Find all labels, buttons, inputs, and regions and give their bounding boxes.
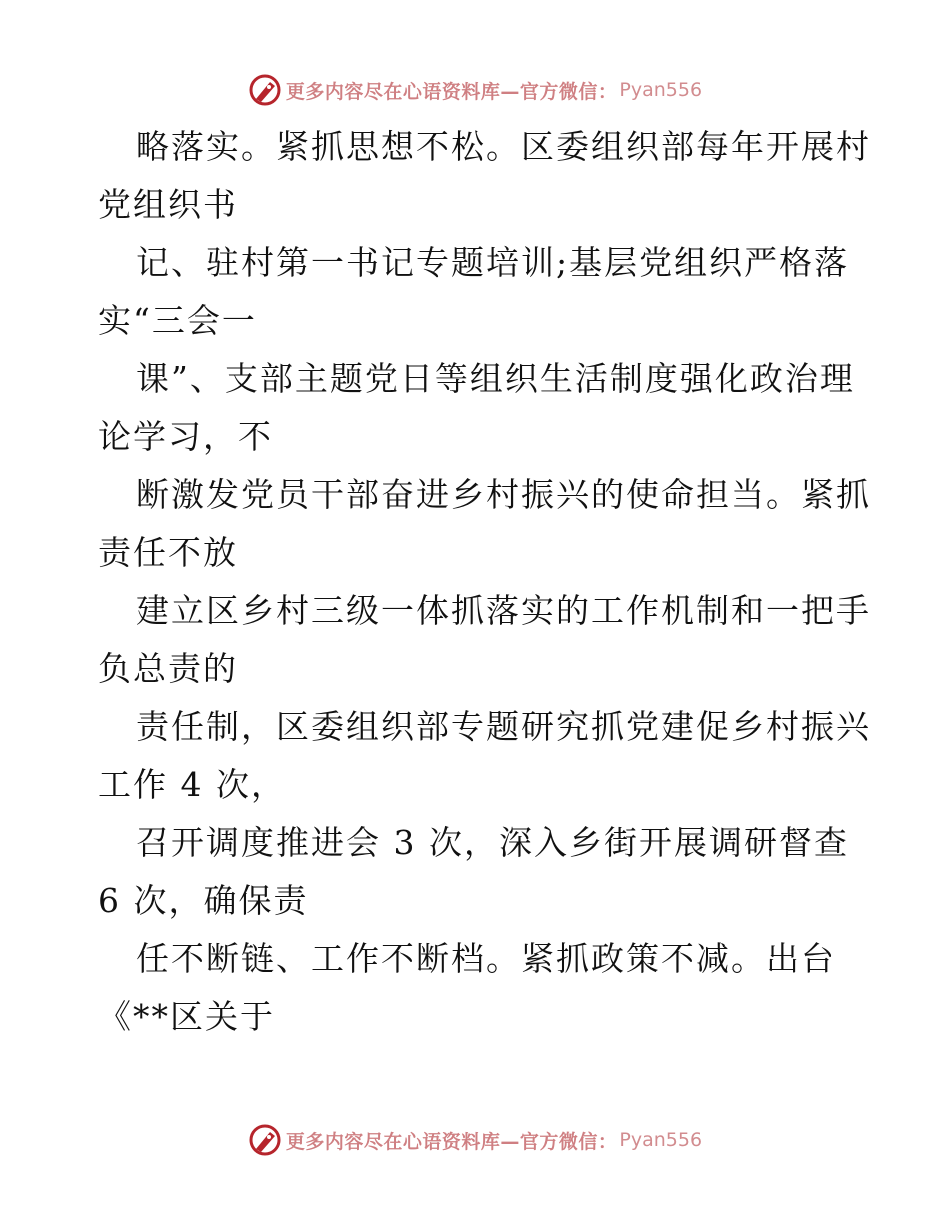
header-wechat-id: Pyan556 [619,79,703,101]
text-line: 责任制，区委组织部专题研究抓党建促乡村振兴 [136,707,871,746]
text-line: 课”、支部主题党日等组织生活制度强化政治理 [136,359,855,398]
footer-brand-text: 更多内容尽在心语资料库—官方微信： [285,1130,618,1153]
text-line: 党组织书 [98,185,238,224]
text-line: 实“三会一 [98,301,257,340]
text-line: 略落实。紧抓思想不松。区委组织部每年开展村 [136,127,871,166]
text-line: 责任不放 [98,533,238,572]
header-brand-text: 更多内容尽在心语资料库—官方微信： [285,80,618,103]
text-line: 任不断链、工作不断档。紧抓政策不减。出台 [136,939,836,978]
text-line: 论学习，不 [98,417,273,456]
text-line: 工作 4 次， [98,765,286,804]
pen-nib-logo-icon [248,73,282,107]
document-body [98,118,871,1046]
text-line: 断激发党员干部奋进乡村振兴的使命担当。紧抓 [136,475,871,514]
footer-banner [0,1120,950,1160]
text-line: 记、驻村第一书记专题培训;基层党组织严格落 [136,243,850,282]
text-line: 《**区关于 [98,997,275,1036]
text-line: 召开调度推进会 3 次，深入乡街开展调研督查 [136,823,849,862]
footer-wechat-id: Pyan556 [619,1129,703,1151]
text-line: 负总责的 [98,649,238,688]
header-banner [0,70,950,110]
text-line: 6 次，确保责 [98,881,309,920]
text-line: 建立区乡村三级一体抓落实的工作机制和一把手 [136,591,871,630]
pen-nib-logo-icon [248,1123,282,1157]
